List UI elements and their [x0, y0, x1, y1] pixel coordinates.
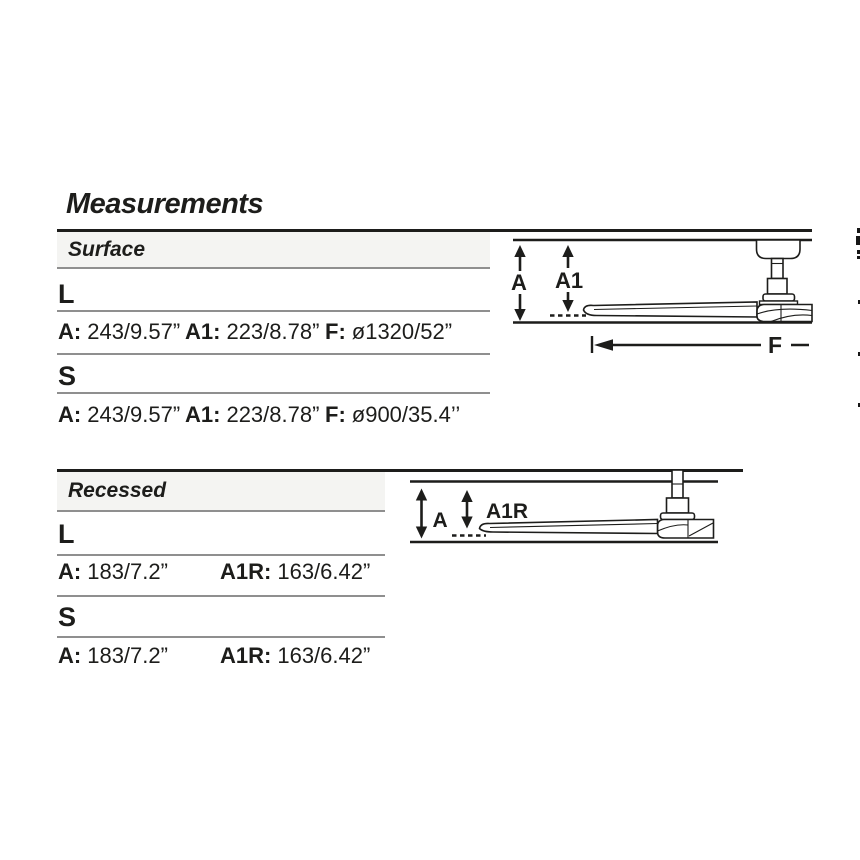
recessed-mount-diagram: [408, 464, 720, 548]
recessed-s-dimensions: [57, 643, 385, 669]
dimension-value: F: ø900/35.4’’: [325, 402, 461, 427]
dimension-value: A1: 223/8.78”: [185, 319, 320, 344]
surface-row-s-label: S: [58, 361, 77, 391]
motor-hub: [658, 520, 714, 539]
dimension-value: A1R: 163/6.42”: [220, 643, 371, 668]
dimension-arrow-a1r: [461, 490, 472, 529]
recessed-row-l-label: L: [58, 519, 75, 549]
dimension-arrow-a: [416, 489, 427, 539]
dimension-value: A: 243/9.57”: [58, 319, 181, 344]
recessed-section-header: [57, 472, 385, 510]
surface-header-label: Surface: [68, 237, 146, 261]
motor-coupler: [667, 498, 689, 513]
motor-flange: [661, 513, 695, 520]
clipped-edge-mark: [856, 236, 860, 245]
recessed-header-label: Recessed: [68, 479, 167, 502]
dimension-value: A: 243/9.57”: [58, 402, 181, 427]
dimension-label-a1: A1: [555, 268, 584, 293]
divider: [57, 636, 385, 638]
divider: [57, 310, 490, 312]
divider: [57, 595, 385, 597]
divider: [57, 353, 490, 355]
motor-coupler: [768, 279, 788, 295]
dimension-label-f: F: [768, 332, 783, 358]
page-title: Measurements: [66, 188, 264, 220]
divider: [57, 392, 490, 394]
recessed-row-s-label: S: [58, 602, 77, 632]
dimension-value: A: 183/7.2”: [58, 643, 168, 668]
motor-hub: [757, 305, 812, 322]
dimension-value: A1R: 163/6.42”: [220, 559, 371, 584]
dimension-label-a1r: A1R: [486, 500, 529, 523]
divider: [57, 267, 490, 269]
dimension-value: A1: 223/8.78”: [185, 402, 320, 427]
surface-section-header: [57, 232, 490, 267]
dimension-label-a: A: [432, 509, 448, 532]
dimension-value: F: ø1320/52”: [325, 319, 453, 344]
motor-flange: [763, 294, 795, 301]
divider: [57, 510, 385, 512]
surface-s-dimensions: [57, 402, 490, 428]
surface-row-l-label: L: [58, 279, 75, 309]
surface-l-dimensions: [57, 319, 490, 345]
surface-mount-diagram: [505, 228, 815, 360]
recessed-l-dimensions: [57, 559, 385, 585]
ceiling-canopy: [757, 240, 801, 259]
divider: [57, 554, 385, 556]
dimension-label-a: A: [511, 270, 527, 295]
dimension-value: A: 183/7.2”: [58, 559, 168, 584]
downrod: [772, 259, 784, 279]
